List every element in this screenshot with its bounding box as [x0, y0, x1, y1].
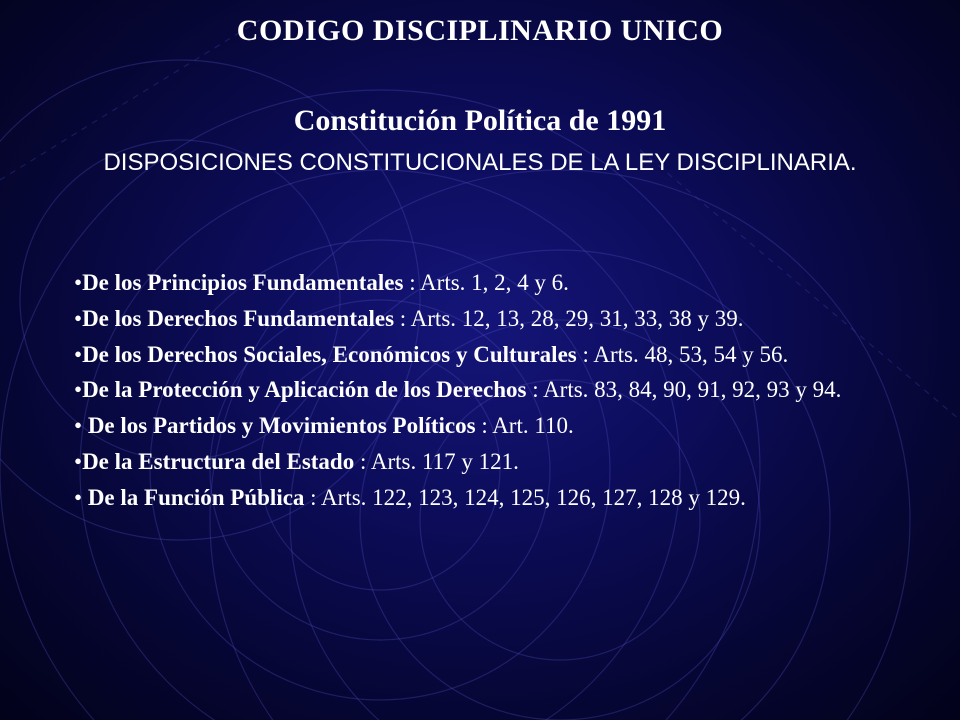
bullet: •: [74, 305, 83, 331]
item-text: : Arts. 48, 53, 54 y 56.: [576, 341, 789, 367]
list-item: [74, 372, 910, 408]
slide-title: CODIGO DISCIPLINARIO UNICO: [236, 14, 724, 47]
bullet: •: [74, 413, 88, 439]
bullet: •: [74, 377, 83, 403]
list-item: [74, 408, 910, 444]
bullet: •: [74, 270, 83, 295]
item-heading: De los Principios Fundamentales: [82, 270, 404, 295]
bullet: •: [74, 448, 83, 474]
item-heading: De los Derechos Fundamentales: [82, 305, 395, 331]
list-item: [74, 337, 910, 373]
item-text: : Arts. 12, 13, 28, 29, 31, 33, 38 y 39.: [394, 305, 744, 331]
item-text: : Arts. 117 y 121.: [354, 448, 519, 474]
slide-subtitle: Constitución Política de 1991: [293, 104, 667, 137]
item-heading: De la Función Pública: [87, 484, 305, 510]
bullet: •: [74, 341, 83, 367]
articles-list: [74, 265, 910, 516]
item-text: : Art. 110.: [475, 413, 574, 439]
item-heading: De la Estructura del Estado: [82, 448, 355, 474]
bullet: •: [74, 484, 88, 510]
list-item: [74, 265, 910, 301]
item-heading: De la Protección y Aplicación de los Derechos: [82, 377, 527, 403]
item-text: : Arts. 122, 123, 124, 125, 126, 127, 128 y 129.: [304, 484, 746, 510]
list-item: [74, 480, 910, 516]
item-heading: De los Derechos Sociales, Económicos y Culturales: [82, 341, 577, 367]
item-text: : Arts. 83, 84, 90, 91, 92, 93 y 94.: [526, 377, 842, 403]
list-item: [74, 444, 910, 480]
item-text: : Arts. 1, 2, 4 y 6.: [403, 270, 569, 295]
item-heading: De los Partidos y Movimientos Políticos: [87, 413, 476, 439]
intro-text: DISPOSICIONES CONSTITUCIONALES DE LA LEY DISCIPLINARIA.: [103, 149, 857, 176]
list-item: [74, 301, 910, 337]
